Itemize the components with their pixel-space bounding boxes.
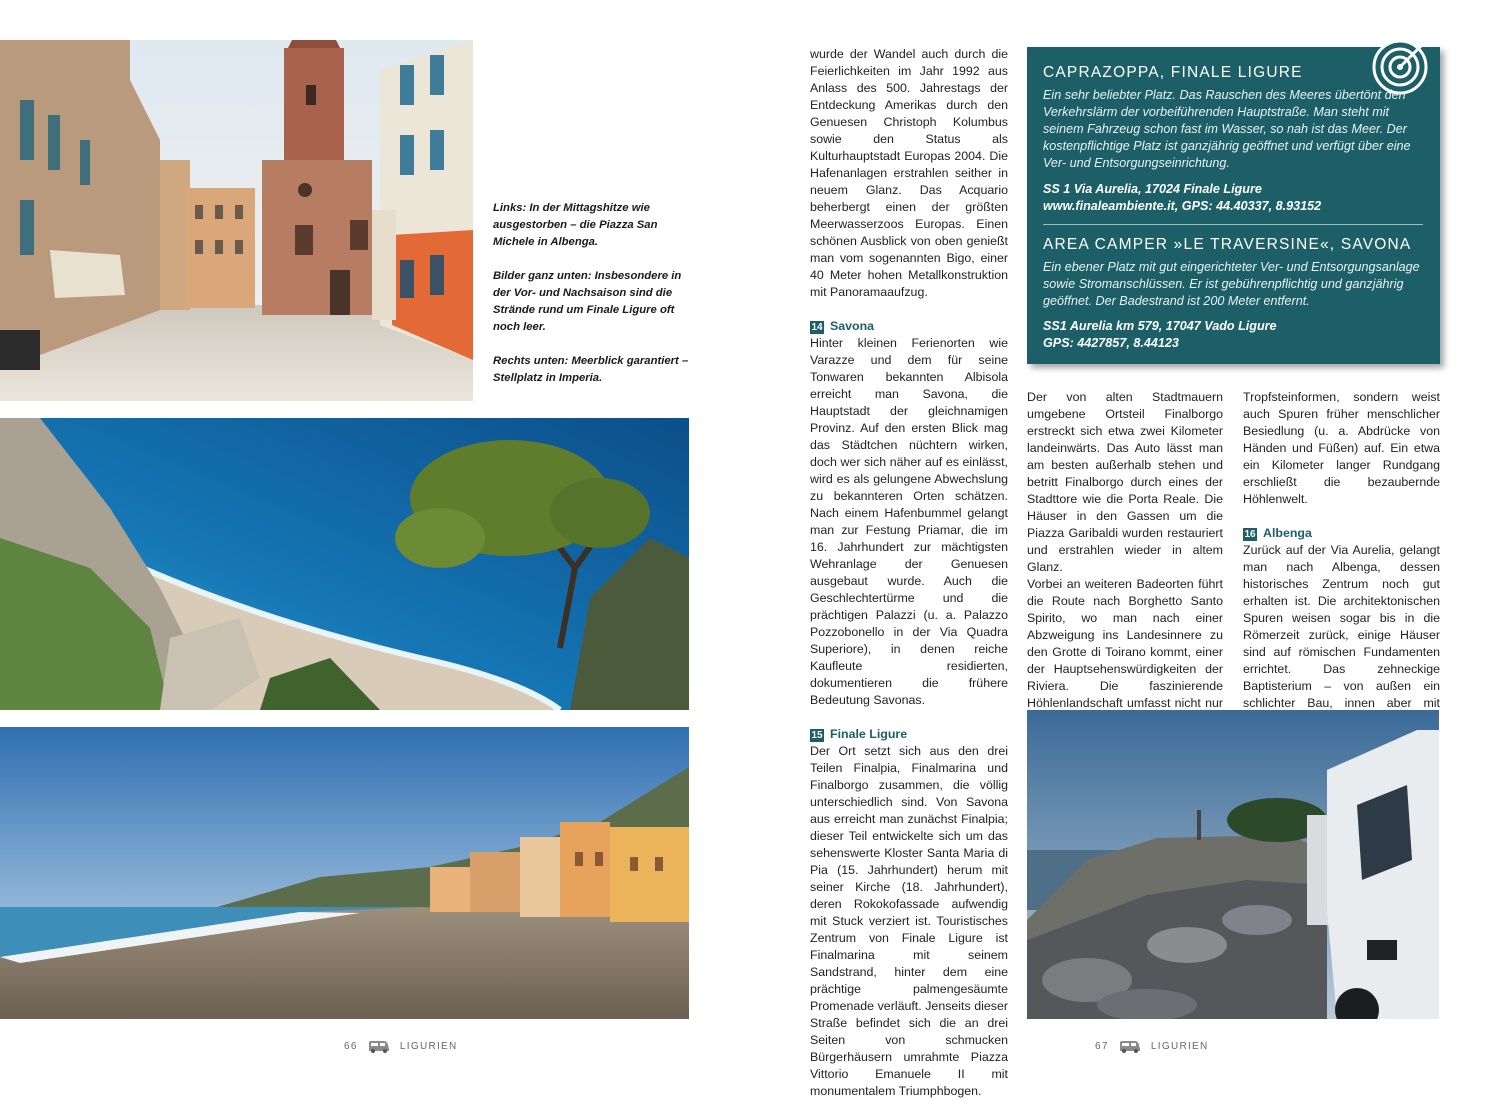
section-text-albenga: Zurück auf der Via Aurelia, gelangt man nach Albenga, dessen historisches Zentrum noch gut erhalten ist. Die architektonischen Spuren weisen sogar bis in die Römerzeit zurück, einige Häuser sind auf römischen Fundamenten errichtet. Das zehneckige Baptisterium – von außen ein schlichter Bau, innen aber mit [1243,543,1440,710]
section-title-albenga: Albenga [1263,526,1312,540]
photo-stellplatz-imperia [1027,710,1439,1019]
caves-paragraph: Tropfsteinformen, sondern weist auch Spuren früher menschlicher Besiedlung (u. a. Abdrücke von Händen und Füßen) auf. Ein etwa ein Kilometer langer Rundgang erschließt die bezaubernde Höhlenwelt. [1243,390,1440,506]
section-text-savona: Hinter kleinen Ferienorten wie Varazze und dem für seine Tonwaren bekannten Albisola erreicht man Savona, die Hauptstadt der gleichnamigen Provinz. Auf den ersten Blick mag das Städtchen nüchtern wirken, doch wer sich näher auf es einlässt, wird es als gelungene Abwechslung zu bekannteren Orten schätzen. Nach einem Hafenbummel gelangt man zur Festung Priamar, die im 16. Jahrhundert zur mächtigsten Wehranlage der Genuesen ausgebaut wurde. Auch die Geschlechtertürme und die prächtigen Palazzi (u. a. Palazzo Pozzobonello in der Via Quadra Superiore), in denen reiche Kaufleute residierten, dokumentieren die frühere Bedeutung Savonas. [810,336,1008,707]
campsite-address-caprazoppa: SS 1 Via Aurelia, 17024 Finale Ligure [1043,182,1262,196]
chapter-label-right: LIGURIEN [1150,1041,1209,1053]
section-text-finale-ligure: Der Ort setzt sich aus den drei Teilen Finalpia, Finalmarina und Finalborgo zusammen, die völlig unterschiedlich sind. Von Savona aus erreicht man zunächst Finalpia; dieser Teil entwickelte sich um das sehenswerte Kloster Santa Maria di Pia (15. Jahrhundert) herum mit seiner Kirche (18. Jahrhundert), deren Rokokofassade aufwendig mit Stuck verziert ist. Touristisches Zentrum von Finale Ligure ist Finalmarina mit seinem Sandstrand, hinter dem eine prächtige palmengesäumte Promenade verläuft. Jenseits dieser Straße befindet sich die an drei Seiten von schmucken Bürgerhäusern umrahmte Piazza Vittorio Emanuele II mit monumentalem Triumphbogen. [810,744,1008,1098]
footer-left [344,1040,458,1053]
campsite-info-box [1027,47,1440,364]
caption-right: Rechts unten: Meerblick garantiert – Stellplatz in Imperia. [493,355,689,384]
text-column-1 [810,46,1008,1100]
page-number-right: 67 [1095,1041,1109,1053]
campsite-text-le-traversine: Ein ebener Platz mit gut eingerichteter Ver- und Entsorgungsanlage sowie Stromanschlüssen. Er ist gebührenpflichtig und ganzjährig geöffnet. Der Badestrand ist 200 Meter entfernt. [1043,260,1420,308]
camper-van-icon [1119,1040,1141,1053]
caption-bottom: Bilder ganz unten: Insbesondere in der Vor- und Nachsaison sind die Strände rund um Finale Ligure oft noch leer. [493,270,682,333]
photo-varigotti-beach [0,727,689,1019]
text-column-3 [1243,389,1440,729]
campsite-title-le-traversine: AREA CAMPER »LE TRAVERSINE«, SAVONA [1043,236,1412,253]
section-title-finale-ligure: Finale Ligure [830,727,908,741]
toirano-paragraph: Vorbei an weiteren Badeorten führt die Route nach Borghetto Santo Spirito, wo man nach einer Abzweigung ins Landesinnere zu den Grotte di Toirano kommt, einer der Hauptsehenswürdigkeiten der Riviera. Die faszinierende Höhlenlandschaft umfasst nicht nur [1027,577,1223,710]
footer-right [1095,1040,1209,1053]
page-number-left: 66 [344,1041,358,1053]
campsite-text-caprazoppa: Ein sehr beliebter Platz. Das Rauschen des Meeres übertönt den Verkehrslärm der vorbeiführenden Hauptstraße. Man steht mit seinem Fahrzeug schon fast im Wasser, so nah ist das Meer. Der kostenpflichtige Platz ist ganzjährig geöffnet und verfügt über eine Ver- und Entsorgungseinrichtung. [1043,88,1411,170]
section-number-15: 15 [811,730,823,741]
camper-van-icon [368,1040,390,1053]
section-title-savona: Savona [830,319,875,333]
text-column-2 [1027,389,1223,729]
section-heading-savona [810,318,1008,335]
chapter-label-left: LIGURIEN [399,1041,458,1053]
photo-caption [493,200,691,404]
photo-beach-cliff [0,418,689,710]
section-heading-finale-ligure [810,726,1008,743]
campsite-title-caprazoppa: CAPRAZOPPA, FINALE LIGURE [1043,64,1303,81]
section-heading-albenga [1243,525,1440,542]
infobox-divider [1043,224,1423,225]
campsite-web-gps-caprazoppa: www.finaleambiente.it, GPS: 44.40337, 8.93152 [1043,199,1322,213]
caption-left: Links: In der Mittagshitze wie ausgestorben – die Piazza San Michele in Albenga. [493,202,658,248]
finalborgo-paragraph: Der von alten Stadtmauern umgebene Ortsteil Finalborgo erstreckt sich etwa zwei Kilometer landeinwärts. Das Auto lässt man am besten außerhalb stehen und betritt Finalborgo durch eines der Stadttore wie die Porta Reale. Die Häuser in den Gassen um die Piazza Garibaldi wurden restauriert und erstrahlen wieder in altem Glanz. [1027,390,1223,574]
campsite-gps-le-traversine: GPS: 4427857, 8.44123 [1043,336,1179,350]
section-number-16: 16 [1244,529,1256,540]
photo-piazza-albenga [0,40,473,401]
target-icon [1370,31,1434,95]
campsite-address-le-traversine: SS1 Aurelia km 579, 17047 Vado Ligure [1043,319,1277,333]
section-number-14: 14 [811,322,823,333]
intro-paragraph: wurde der Wandel auch durch die Feierlichkeiten im Jahr 1992 aus Anlass des 500. Jahrestags der Entdeckung Amerikas durch den Genuesen Christoph Kolumbus sowie den Status als Kulturhauptstadt Europas 2004. Die Hafenanlagen erstrahlen seither in neuem Glanz. Das Acquario beherbergt einen der größten Meerwasserzoos Europas. Einen schönen Ausblick von oben genießt man vom sogenannten Bigo, einer 40 Meter hohen Metallkonstruktion mit Panoramaaufzug. [810,47,1008,299]
